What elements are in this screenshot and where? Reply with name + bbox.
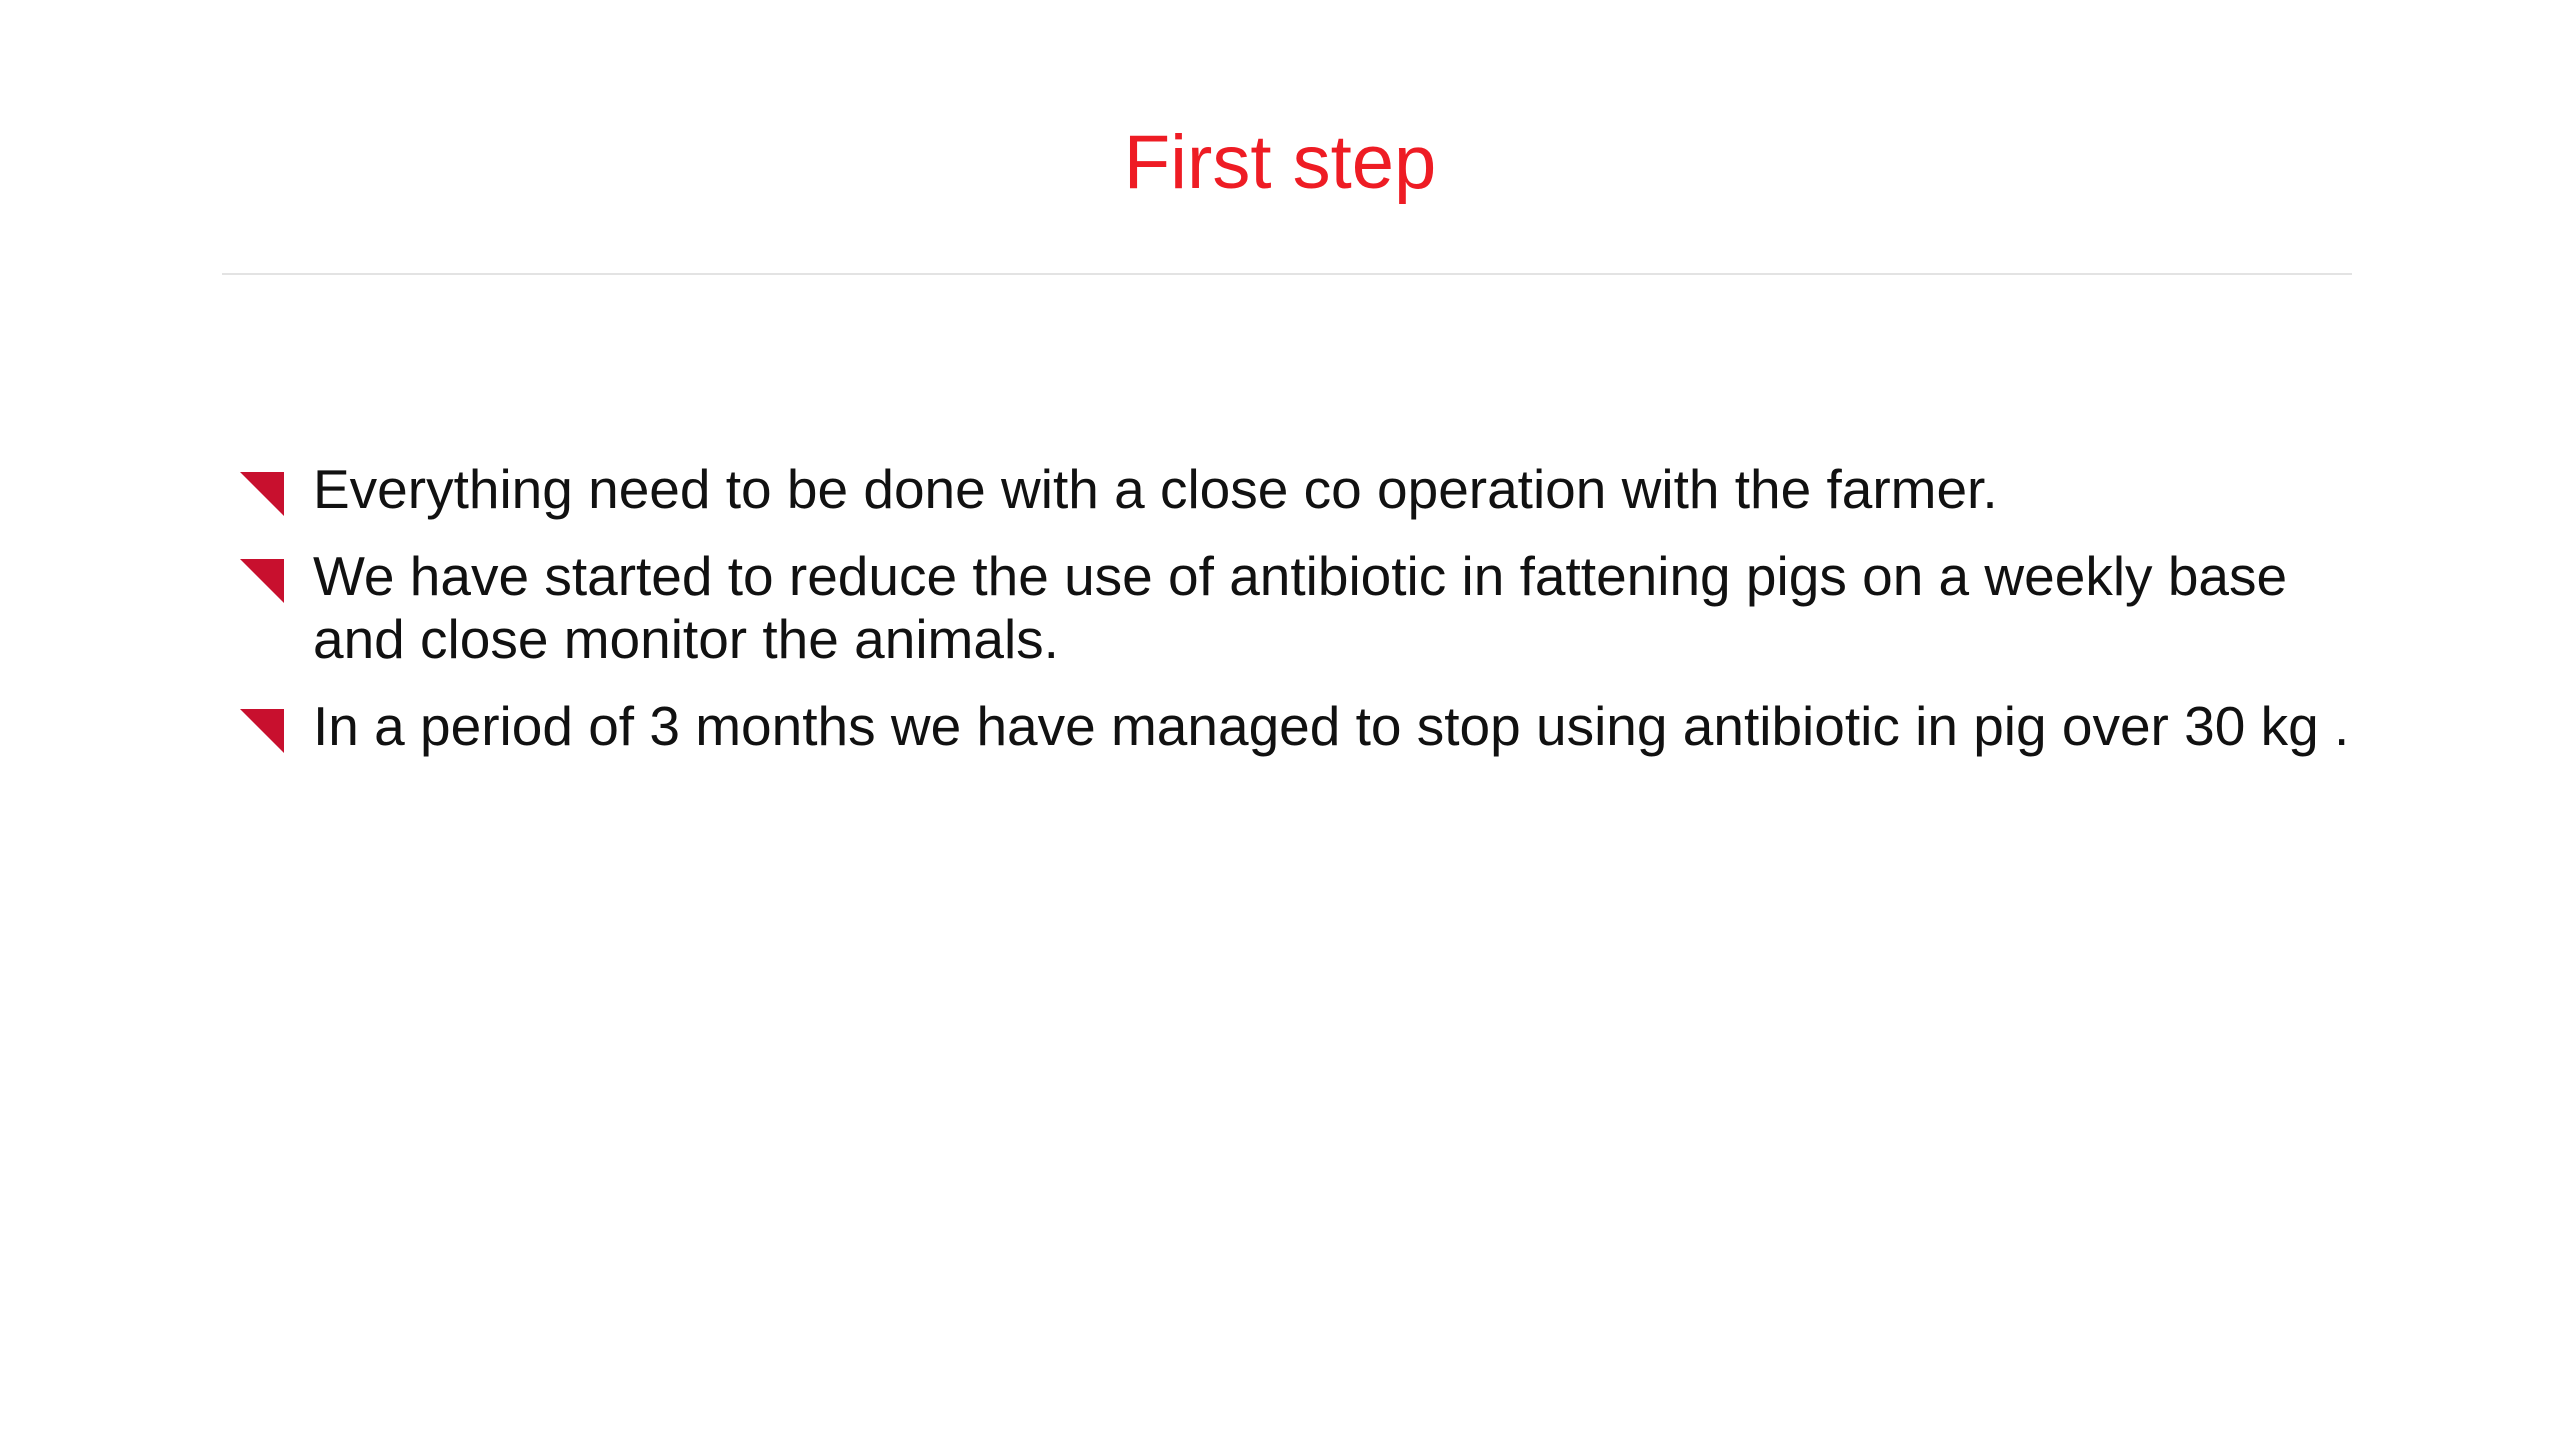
bullet-text: We have started to reduce the use of antibiotic in fattening pigs on a weekly base and close monitor the animals. <box>313 545 2288 670</box>
bullet-text: Everything need to be done with a close co operation with the farmer. <box>313 458 1998 520</box>
bullet-list <box>240 458 2350 782</box>
bullet-item <box>240 458 2350 521</box>
bullet-item <box>240 695 2350 758</box>
triangle-bullet-icon <box>240 709 284 753</box>
bullet-text: In a period of 3 months we have managed to stop using antibiotic in pig over 30 kg . <box>313 695 2350 757</box>
triangle-bullet-icon <box>240 472 284 516</box>
title-divider <box>222 273 2352 275</box>
triangle-bullet-icon <box>240 559 284 603</box>
slide-title: First step <box>1123 120 1437 205</box>
bullet-item <box>240 545 2350 671</box>
